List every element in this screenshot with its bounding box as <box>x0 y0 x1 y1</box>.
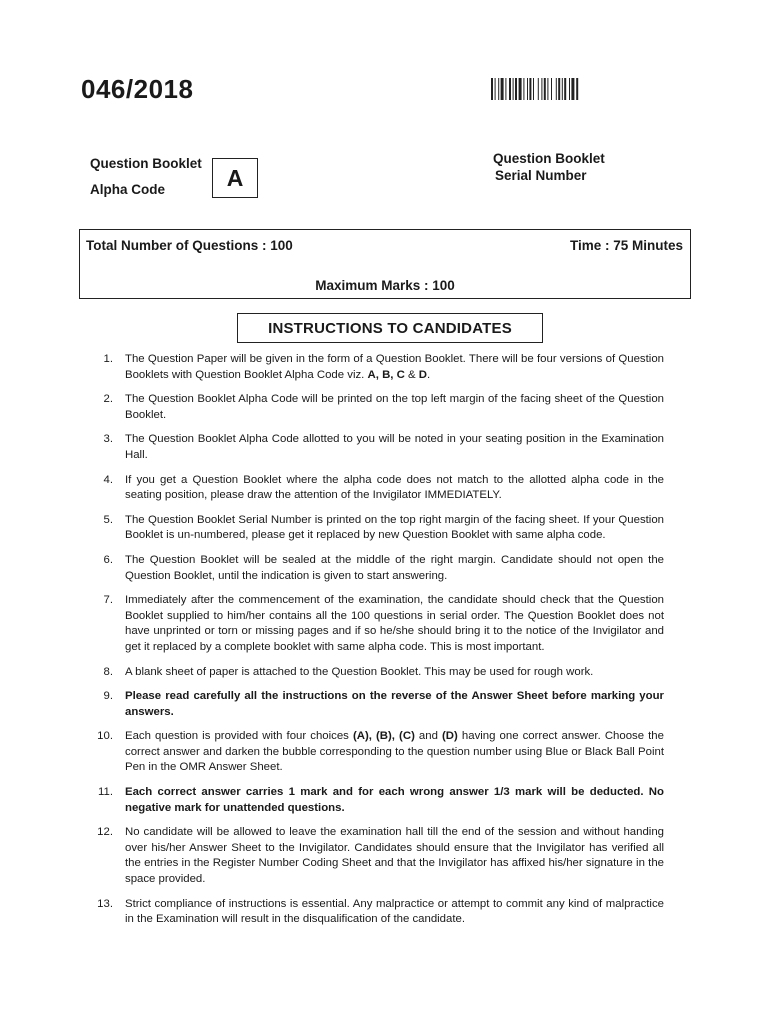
instruction-text: The Question Booklet Serial Number is printed on the top right margin of the facing sheet. If your Question Booklet is un-numbered, please get it replaced by new Question Booklet with same alpha code. <box>125 513 664 542</box>
barcode-bar <box>541 78 542 100</box>
barcode-bar <box>562 78 563 100</box>
instruction-number: 6. <box>103 553 113 566</box>
instruction-item <box>89 593 664 655</box>
barcode-bar <box>558 78 560 100</box>
instruction-number: 13. <box>97 897 113 910</box>
instruction-number: 11. <box>98 786 113 799</box>
serial-label-line1: Question Booklet <box>493 151 605 166</box>
barcode-bar <box>498 78 499 100</box>
exam-info-box <box>79 229 691 299</box>
total-questions: Total Number of Questions : 100 <box>86 238 293 253</box>
barcode-bar <box>544 78 546 100</box>
instruction-text: If you get a Question Booklet where the alpha code does not match to the allotted alpha code in the seating position, please draw the attention of the Invigilator IMMEDIATELY. <box>125 473 664 502</box>
instruction-item <box>89 665 664 681</box>
serial-number-label <box>493 150 605 184</box>
booklet-code: 046/2018 <box>81 74 194 104</box>
serial-label-line2: Serial Number <box>495 168 587 183</box>
instruction-text: Immediately after the commencement of the examination, the candidate should check that the Question Booklet supplied to him/her contains all the 100 questions in serial order. The Question Booklet does not have unprinted or torn or missing pages and if so he/she should bring it to the notice of the Invigilator and get it replaced by a complete booklet with same alpha code. This is most important. <box>125 594 664 653</box>
instruction-item <box>89 432 664 463</box>
instruction-number: 9. <box>103 690 113 703</box>
instruction-text: The Question Booklet Alpha Code allotted to you will be noted in your seating position in the Examination Hall. <box>125 433 664 461</box>
barcode-bar <box>564 78 566 100</box>
barcode-bar <box>527 78 528 100</box>
instruction-item <box>89 352 664 383</box>
exam-time: Time : 75 Minutes <box>569 238 683 253</box>
instruction-text: No candidate will be allowed to leave the examination hall till the end of the session and without handing over his/her Answer Sheet to the Invigilator. Candidates should ensure that the Invigilator has verified all the entries in the Register Number Coding Sheet and that the Invigilator has affixed his/her signature in the space provided. <box>125 826 664 886</box>
instruction-text: The Question Booklet will be sealed at the middle of the right margin. Candidate should not open the Question Booklet, until the indication is given to start answering. <box>125 553 664 582</box>
instruction-number: 4. <box>103 473 113 486</box>
instruction-item <box>89 473 664 504</box>
barcode-bar <box>505 78 506 100</box>
alpha-code-label-line2: Alpha Code <box>90 182 166 197</box>
instruction-number: 12. <box>97 826 113 839</box>
barcode <box>491 78 613 100</box>
barcode-bar <box>491 78 493 100</box>
barcode-bar <box>547 78 548 100</box>
instruction-number: 7. <box>103 594 113 607</box>
barcode-bar <box>519 78 522 100</box>
instruction-text: A blank sheet of paper is attached to the Question Booklet. This may be used for rough work. <box>125 665 594 678</box>
barcode-bar <box>569 78 570 100</box>
instruction-item <box>89 553 664 584</box>
barcode-bar <box>513 78 514 100</box>
instruction-text: Strict compliance of instructions is essential. Any malpractice or attempt to commit any kind of malpractice in the Examination will result in the disqualification of the candidate. <box>125 897 664 926</box>
instruction-item <box>89 689 664 720</box>
barcode-bar <box>551 78 552 100</box>
instruction-number: 1. <box>103 353 113 365</box>
instruction-item <box>89 825 664 887</box>
barcode-bar <box>515 78 517 100</box>
instruction-number: 5. <box>103 513 113 526</box>
instruction-item <box>89 785 664 816</box>
maximum-marks: Maximum Marks : 100 <box>315 278 455 293</box>
barcode-bar <box>495 78 496 100</box>
instruction-number: 2. <box>103 393 113 406</box>
instruction-number: 10. <box>97 730 113 743</box>
barcode-bar <box>529 78 531 100</box>
barcode-bar <box>576 78 578 100</box>
instructions-list <box>89 352 664 937</box>
instruction-number: 3. <box>103 433 113 446</box>
instruction-number: 8. <box>103 665 113 678</box>
barcode-bar <box>533 78 534 100</box>
instruction-text: The Question Paper will be given in the form of a Question Booklet. There will be four versions of Question Booklets with Question Booklet Alpha Code viz. A, B, C & D. <box>125 353 664 381</box>
instruction-item <box>89 513 664 544</box>
instruction-item <box>89 897 664 928</box>
instruction-item <box>89 729 664 776</box>
barcode-bar <box>509 78 511 100</box>
barcode-bar <box>501 78 504 100</box>
barcode-bar <box>523 78 524 100</box>
instruction-text: Each correct answer carries 1 mark and for each wrong answer 1/3 mark will be deducted. No negative mark for unattended questions. <box>125 786 664 814</box>
alpha-code-label-line1: Question Booklet <box>90 156 202 171</box>
alpha-code-box: A <box>212 158 258 198</box>
barcode-bar <box>571 78 574 100</box>
instruction-item <box>89 392 664 423</box>
instruction-text: Each question is provided with four choices (A), (B), (C) and (D) having one correct answer. Choose the correct answer and darken the bubble corresponding to the question number using Blue or Black Ball Point Pen in the OMR Answer Sheet. <box>125 730 664 774</box>
barcode-bar <box>538 78 539 100</box>
barcode-bar <box>556 78 557 100</box>
instruction-text: Please read carefully all the instructions on the reverse of the Answer Sheet before marking your answers. <box>125 690 664 718</box>
instructions-title: INSTRUCTIONS TO CANDIDATES <box>237 313 543 343</box>
instruction-text: The Question Booklet Alpha Code will be printed on the top left margin of the facing sheet of the Question Booklet. <box>125 393 664 421</box>
